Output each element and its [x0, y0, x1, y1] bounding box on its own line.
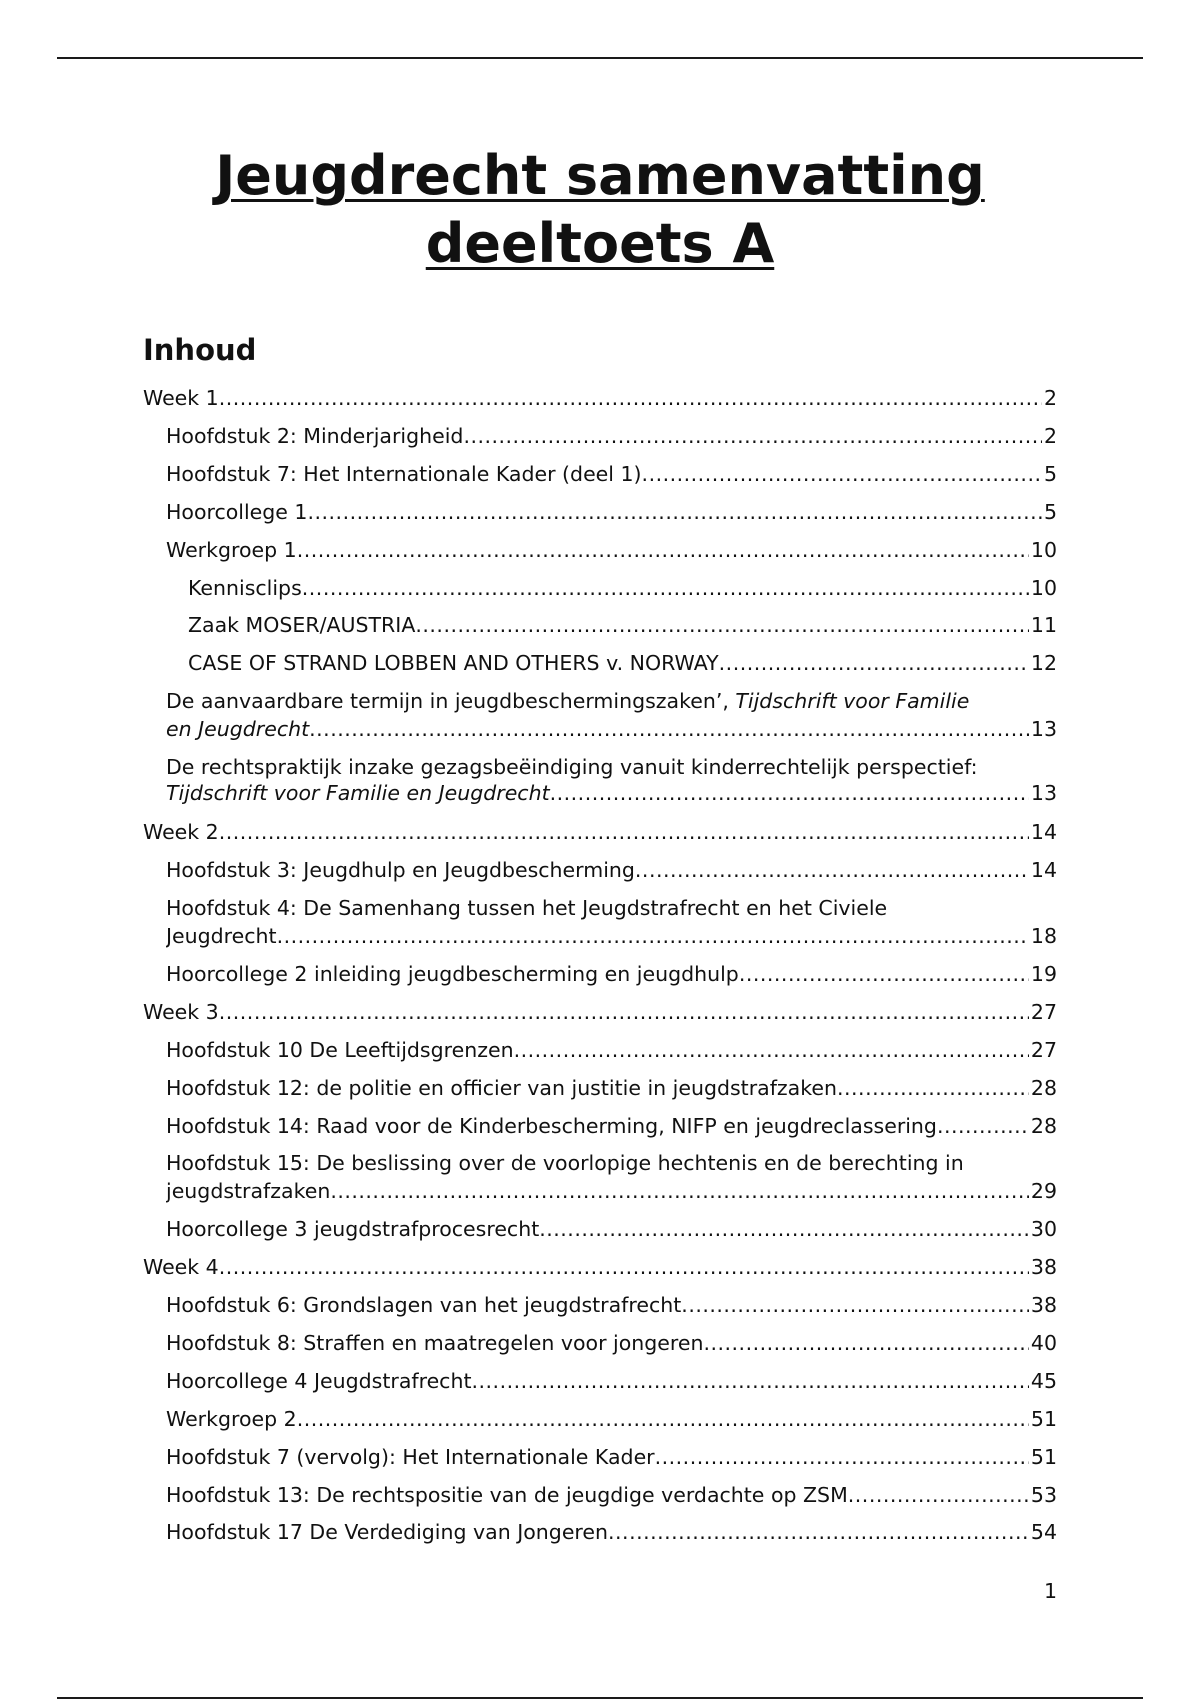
- toc-entry-page: 51: [1030, 1407, 1057, 1431]
- toc-entry-label: Hoofdstuk 6: Grondslagen van het jeugdstrafrecht: [166, 1293, 682, 1317]
- toc-entry-hoofdstuk-13[interactable]: [166, 1482, 1057, 1509]
- toc-leader-dots: [297, 537, 1029, 564]
- toc-entry-hoofdstuk-10[interactable]: [166, 1037, 1057, 1064]
- toc-heading: Inhoud: [143, 333, 257, 367]
- toc-leader-dots: [309, 716, 1029, 743]
- toc-leader-dots: [415, 612, 1029, 639]
- toc-entry-label-line1: [166, 688, 969, 715]
- toc-entry-hoofdstuk-6[interactable]: [166, 1292, 1057, 1319]
- toc-entry-label: Hoofdstuk 17 De Verdediging van Jongeren: [166, 1520, 609, 1544]
- toc-entry-page: 51: [1030, 1445, 1057, 1469]
- toc-entry-hoofdstuk-2[interactable]: [166, 423, 1057, 450]
- toc-entry-label: Week 4: [143, 1255, 219, 1279]
- toc-entry-page: 11: [1030, 613, 1057, 637]
- toc-leader-dots: [848, 1482, 1029, 1509]
- toc-leader-dots: [608, 1519, 1029, 1546]
- toc-entry-hoofdstuk-17[interactable]: [166, 1519, 1057, 1546]
- toc-leader-dots: [297, 1406, 1029, 1433]
- toc-entry-hoofdstuk-12[interactable]: [166, 1075, 1057, 1102]
- toc-entry-label: Hoofdstuk 14: Raad voor de Kinderbescherming, NIFP en jeugdreclassering: [166, 1114, 937, 1138]
- toc-leader-dots: [703, 1330, 1028, 1357]
- toc-entry-label: Hoofdstuk 7: Het Internationale Kader (deel 1): [166, 462, 642, 486]
- toc-entry-page: 13: [1030, 717, 1057, 741]
- toc-entry-label: CASE OF STRAND LOBBEN AND OTHERS v. NORWAY: [188, 651, 719, 675]
- toc-entry-page: 14: [1030, 858, 1057, 882]
- toc-entry-hoofdstuk-15[interactable]: [166, 1150, 1057, 1206]
- toc-entry-page: 14: [1030, 820, 1057, 844]
- toc-entry-rechtspraktijk[interactable]: [166, 754, 1057, 810]
- toc-entry-page: 38: [1030, 1293, 1057, 1317]
- toc-leader-dots: [681, 1292, 1029, 1319]
- toc-entry-hoofdstuk-14[interactable]: [166, 1113, 1057, 1140]
- toc-leader-dots: [219, 999, 1029, 1026]
- toc-leader-dots: [472, 1368, 1029, 1395]
- toc-entry-page: 27: [1030, 1038, 1057, 1062]
- toc-entry-page: 13: [1030, 781, 1057, 805]
- toc-leader-dots: [277, 923, 1029, 950]
- toc-leader-dots: [642, 461, 1042, 488]
- toc-entry-week-4[interactable]: [143, 1254, 1057, 1281]
- toc-leader-dots: [837, 1075, 1029, 1102]
- toc-leader-dots: [719, 650, 1029, 677]
- toc-entry-hoofdstuk-8[interactable]: [166, 1330, 1057, 1357]
- toc-entry-label: Hoofdstuk 3: Jeugdhulp en Jeugdbescherming: [166, 858, 635, 882]
- toc-entry-label: Hoorcollege 1: [166, 500, 308, 524]
- toc-entry-label-line2: jeugdstrafzaken: [166, 1179, 331, 1203]
- toc-entry-label: Kennisclips: [188, 576, 302, 600]
- toc-leader-dots: [302, 575, 1029, 602]
- toc-leader-dots: [514, 1037, 1029, 1064]
- toc-entry-werkgroep-2[interactable]: [166, 1406, 1057, 1433]
- toc-entry-werkgroep-1[interactable]: [166, 537, 1057, 564]
- toc-entry-label-line1: Hoofdstuk 4: De Samenhang tussen het Jeugdstrafrecht en het Civiele: [166, 896, 888, 920]
- toc-entry-zaak-moser[interactable]: [188, 612, 1057, 639]
- toc-entry-hoorcollege-2[interactable]: [166, 961, 1057, 988]
- toc-entry-label: Hoofdstuk 10 De Leeftijdsgrenzen: [166, 1038, 514, 1062]
- toc-entry-label: Hoorcollege 4 Jeugdstrafrecht: [166, 1369, 472, 1393]
- toc-leader-dots: [219, 819, 1029, 846]
- toc-entry-label-plain: De aanvaardbare termijn in jeugdbeschermingszaken’,: [166, 689, 736, 713]
- toc-entry-label: Hoofdstuk 2: Minderjarigheid: [166, 424, 464, 448]
- toc-entry-week-1[interactable]: [143, 385, 1057, 412]
- toc-entry-page: 27: [1030, 1000, 1057, 1024]
- toc-entry-hoofdstuk-7[interactable]: [166, 461, 1057, 488]
- toc-leader-dots: [937, 1113, 1029, 1140]
- toc-entry-aanvaardbare-termijn[interactable]: [166, 688, 1057, 744]
- toc-entry-hoofdstuk-4[interactable]: [166, 895, 1057, 951]
- toc-entry-hoofdstuk-7-vervolg[interactable]: [166, 1444, 1057, 1471]
- toc-entry-label: Hoorcollege 3 jeugdstrafprocesrecht: [166, 1217, 540, 1241]
- toc-entry-label: Hoofdstuk 8: Straffen en maatregelen voor jongeren: [166, 1331, 704, 1355]
- toc-entry-page: 12: [1030, 651, 1057, 675]
- toc-entry-page: 5: [1043, 462, 1057, 486]
- footer-rule: [57, 1697, 1143, 1699]
- toc-entry-week-2[interactable]: [143, 819, 1057, 846]
- toc-entry-label: Zaak MOSER/AUSTRIA: [188, 613, 416, 637]
- toc-leader-dots: [539, 1216, 1029, 1243]
- toc-entry-label: Werkgroep 1: [166, 538, 297, 562]
- toc-entry-label: Hoofdstuk 12: de politie en officier van justitie in jeugdstrafzaken: [166, 1076, 837, 1100]
- toc-entry-label: Week 2: [143, 820, 219, 844]
- toc-leader-dots: [463, 423, 1042, 450]
- toc-entry-label-line2: Jeugdrecht: [166, 924, 277, 948]
- toc-entry-page: 2: [1043, 386, 1057, 410]
- toc-entry-label-line2: en Jeugdrecht: [166, 717, 310, 741]
- toc-entry-page: 19: [1030, 962, 1057, 986]
- toc-leader-dots: [635, 857, 1029, 884]
- toc-entry-page: 30: [1030, 1217, 1057, 1241]
- toc-entry-kennisclips[interactable]: [188, 575, 1057, 602]
- toc-entry-page: 53: [1030, 1483, 1057, 1507]
- toc-entry-strand-lobben[interactable]: [188, 650, 1057, 677]
- document-title-line1: Jeugdrecht samenvatting: [215, 144, 985, 207]
- toc-entry-hoorcollege-3[interactable]: [166, 1216, 1057, 1243]
- toc-entry-label: Werkgroep 2: [166, 1407, 297, 1431]
- toc-entry-page: 5: [1043, 500, 1057, 524]
- toc-entry-page: 10: [1030, 538, 1057, 562]
- toc-entry-page: 10: [1030, 576, 1057, 600]
- toc-entry-label: Hoofdstuk 13: De rechtspositie van de jeugdige verdachte op ZSM: [166, 1483, 848, 1507]
- toc-entry-label-line1: De rechtspraktijk inzake gezagsbeëindiging vanuit kinderrechtelijk perspectief:: [166, 755, 978, 779]
- toc-entry-label: Week 3: [143, 1000, 219, 1024]
- toc-entry-hoofdstuk-3[interactable]: [166, 857, 1057, 884]
- toc-entry-label: Hoofdstuk 7 (vervolg): Het Internationale Kader: [166, 1445, 655, 1469]
- toc-leader-dots: [219, 385, 1042, 412]
- toc-entry-label: Week 1: [143, 386, 219, 410]
- toc-entry-page: 28: [1030, 1076, 1057, 1100]
- toc-entry-page: 54: [1030, 1520, 1057, 1544]
- toc-entry-page: 2: [1043, 424, 1057, 448]
- toc-leader-dots: [330, 1178, 1029, 1205]
- toc-entry-label-line1: Hoofdstuk 15: De beslissing over de voorlopige hechtenis en de berechting in: [166, 1151, 964, 1175]
- toc-entry-page: 45: [1030, 1369, 1057, 1393]
- toc-entry-page: 40: [1030, 1331, 1057, 1355]
- toc-entry-hoorcollege-4[interactable]: [166, 1368, 1057, 1395]
- toc-entry-page: 38: [1030, 1255, 1057, 1279]
- toc-entry-hoorcollege-1[interactable]: [166, 499, 1057, 526]
- document-title-line2: deeltoets A: [425, 212, 775, 275]
- toc-entry-page: 29: [1030, 1179, 1057, 1203]
- toc-entry-week-3[interactable]: [143, 999, 1057, 1026]
- toc-leader-dots: [307, 499, 1041, 526]
- toc-entry-label-italic: Tijdschrift voor Familie: [735, 689, 970, 713]
- toc-entry-page: 28: [1030, 1114, 1057, 1138]
- toc-entry-page: 18: [1030, 924, 1057, 948]
- toc-leader-dots: [550, 780, 1029, 807]
- toc-leader-dots: [655, 1444, 1029, 1471]
- toc-entry-label-line2: Tijdschrift voor Familie en Jeugdrecht: [166, 781, 550, 805]
- toc-entry-label: Hoorcollege 2 inleiding jeugdbescherming en jeugdhulp: [166, 962, 739, 986]
- toc-leader-dots: [739, 961, 1029, 988]
- page-number: 1: [1043, 1579, 1057, 1603]
- toc-leader-dots: [219, 1254, 1029, 1281]
